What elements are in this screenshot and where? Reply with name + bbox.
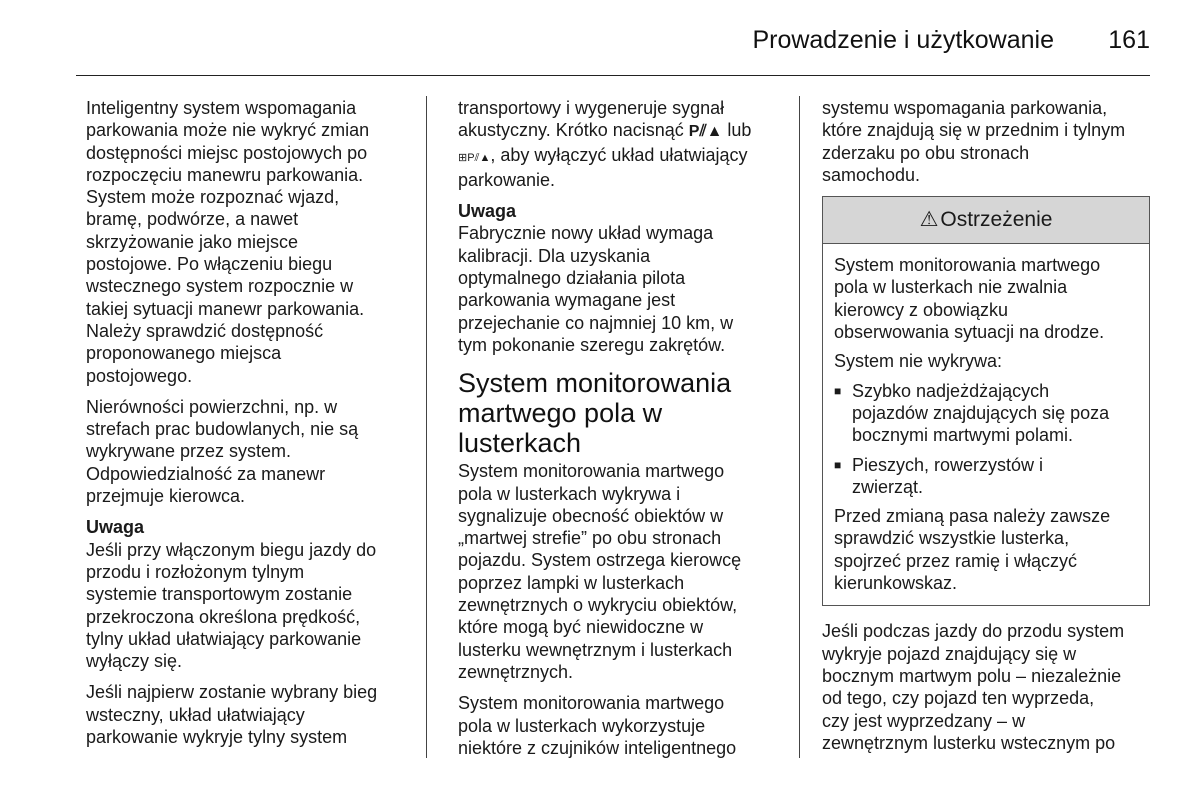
section-heading	[458, 368, 788, 458]
note	[458, 200, 788, 356]
text-line: postojowego.	[86, 365, 193, 386]
text-line: Inteligentny system wspomagania	[86, 98, 357, 118]
text-line: spojrzeć przez ramię i włączyć	[834, 550, 1078, 571]
text-line: sygnalizuje obecność obiektów w	[458, 505, 724, 526]
text-line	[458, 119, 788, 143]
list-item	[834, 454, 1139, 499]
warning-box	[822, 196, 1150, 606]
text-line: rozpoczęciu manewru parkowania.	[86, 164, 364, 185]
text-line: zderzaku po obu stronach	[822, 142, 1030, 163]
paragraph	[822, 620, 1150, 754]
text-line: wstecznego system rozpocznie w	[86, 276, 354, 297]
text-line: lusterku wewnętrznym i lusterkach	[458, 639, 733, 660]
text-line: czy jest wyprzedzany – w	[822, 710, 1026, 731]
list-item-text	[852, 454, 1043, 499]
text-line: zewnętrznych o wykryciu obiektów,	[458, 595, 738, 616]
list-item	[834, 380, 1139, 447]
text-line: Nierówności powierzchni, np. w	[86, 396, 338, 417]
text-line: przekroczona określona prędkość,	[86, 606, 361, 627]
paragraph	[834, 254, 1139, 343]
text-line: wykryje pojazd znajdujący się w	[822, 643, 1077, 664]
text-fragment: lub	[722, 120, 752, 141]
text-line: bocznymi martwymi polami.	[852, 425, 1074, 446]
paragraph	[86, 396, 416, 507]
text-line: Odpowiedzialność za manewr	[86, 463, 326, 484]
park-assist-alt-button-icon: ⊞P⫽▲	[458, 151, 491, 164]
text-line: parkowania wymagane jest	[458, 290, 676, 311]
page-number: 161	[1108, 26, 1150, 54]
bullet-square-icon: ■	[834, 457, 842, 472]
column-divider	[799, 96, 800, 758]
text-line: System może rozpoznać wjazd,	[86, 187, 340, 208]
text-line: transportowy i wygeneruje sygnał	[458, 98, 725, 118]
paragraph	[822, 97, 1150, 186]
paragraph	[86, 681, 416, 748]
text-line: Jeśli najpierw zostanie wybrany bieg	[86, 682, 378, 703]
text-line: systemie transportowym zostanie	[86, 584, 353, 605]
text-line: wykrywane przez system.	[86, 441, 292, 462]
paragraph	[458, 460, 788, 683]
text-line: bocznym martwym polu – niezależnie	[822, 665, 1122, 686]
text-line: tylny układ ułatwiający parkowanie	[86, 628, 362, 649]
text-line: postojowe. Po włączeniu biegu	[86, 254, 333, 275]
text-line: sprawdzić wszystkie lusterka,	[834, 528, 1070, 549]
text-line: Należy sprawdzić dostępność	[86, 320, 324, 341]
bullet-square-icon: ■	[834, 383, 842, 398]
note-heading: Uwaga	[86, 517, 145, 538]
header-rule	[76, 75, 1150, 76]
list-item-text	[852, 380, 1109, 447]
text-line: pojazdu. System ostrzega kierowcę	[458, 550, 742, 571]
text-line: System monitorowania martwego	[458, 693, 725, 714]
column-2	[458, 97, 788, 768]
warning-title: Ostrzeżenie	[940, 208, 1053, 232]
text-line: systemu wspomagania parkowania,	[822, 98, 1108, 118]
text-line: kierowcy z obowiązku	[834, 299, 1009, 320]
text-line: Fabrycznie nowy układ wymaga	[458, 223, 714, 244]
text-line: Jeśli przy włączonym biegu jazdy do	[86, 539, 377, 560]
paragraph	[834, 350, 1139, 372]
text-line: przejmuje kierowca.	[86, 486, 246, 507]
paragraph	[86, 97, 416, 387]
warning-triangle-icon: ⚠	[919, 208, 939, 232]
text-line: tym pokonanie szeregu zakrętów.	[458, 334, 726, 355]
heading-line: System monitorowania	[458, 368, 732, 399]
note	[86, 516, 416, 672]
text-line: zewnętrznym lusterku wstecznym po	[822, 732, 1116, 753]
text-line: System monitorowania martwego	[834, 255, 1101, 276]
text-line	[458, 144, 788, 169]
text-line: które znajdują się w przednim i tylnym	[822, 120, 1126, 141]
text-line: dostępności miejsc postojowych po	[86, 142, 368, 163]
text-line: pola w lusterkach nie zwalnia	[834, 277, 1068, 298]
text-line: optymalnego działania pilota	[458, 268, 686, 289]
text-line: System monitorowania martwego	[458, 461, 725, 482]
text-line: pola w lusterkach wykrywa i	[458, 483, 681, 504]
text-fragment: akustyczny. Krótko nacisnąć	[458, 120, 689, 141]
text-line: przodu i rozłożonym tylnym	[86, 561, 305, 582]
text-line: strefach prac budowlanych, nie są	[86, 419, 359, 440]
warning-header	[823, 197, 1149, 244]
text-line: kalibracji. Dla uzyskania	[458, 245, 651, 266]
paragraph	[458, 692, 788, 759]
warning-body	[823, 244, 1149, 605]
running-header-title: Prowadzenie i użytkowanie	[752, 26, 1054, 54]
text-line: pola w lusterkach wykorzystuje	[458, 715, 706, 736]
text-line: bramę, podwórze, a nawet	[86, 209, 299, 230]
text-line: zwierząt.	[852, 476, 924, 497]
text-line: takiej sytuacji manewr parkowania.	[86, 298, 365, 319]
text-line: zewnętrznych.	[458, 661, 574, 682]
text-line: parkowania może nie wykryć zmian	[86, 120, 370, 141]
text-line: parkowanie wykryje tylny system	[86, 727, 348, 748]
column-1	[86, 97, 416, 757]
text-line: System nie wykrywa:	[834, 351, 1003, 372]
heading-line: lusterkach	[458, 428, 582, 459]
text-line: od tego, czy pojazd ten wyprzeda,	[822, 688, 1095, 709]
text-line: Przed zmianą pasa należy zawsze	[834, 506, 1111, 527]
text-line: „martwej strefie” po obu stronach	[458, 528, 722, 549]
text-line: które mogą być niewidoczne w	[458, 617, 704, 638]
text-line: poprzez lampki w lusterkach	[458, 572, 685, 593]
text-line: niektóre z czujników inteligentnego	[458, 737, 737, 758]
text-line: proponowanego miejsca	[86, 343, 282, 364]
text-line: parkowanie.	[458, 169, 556, 190]
text-line: wsteczny, układ ułatwiający	[86, 704, 305, 725]
text-line: Jeśli podczas jazdy do przodu system	[822, 621, 1125, 642]
text-fragment: , aby wyłączyć układ ułatwiający	[490, 144, 748, 165]
text-line: Szybko nadjeżdżających	[852, 380, 1050, 401]
note-heading: Uwaga	[458, 201, 517, 222]
text-line: przejechanie co najmniej 10 km, w	[458, 312, 734, 333]
heading-line: martwego pola w	[458, 398, 663, 429]
text-line: pojazdów znajdujących się poza	[852, 402, 1110, 423]
text-line: skrzyżowanie jako miejsce	[86, 231, 299, 252]
text-line: Pieszych, rowerzystów i	[852, 454, 1044, 475]
text-line: wyłączy się.	[86, 651, 183, 672]
column-divider	[426, 96, 427, 758]
text-line: samochodu.	[822, 164, 921, 185]
text-line: obserwowania sytuacji na drodze.	[834, 322, 1105, 343]
column-3	[822, 97, 1150, 763]
text-line: kierunkowskaz.	[834, 573, 958, 594]
paragraph	[458, 97, 788, 191]
park-assist-button-icon: P⫽▲	[688, 123, 723, 141]
paragraph	[834, 505, 1139, 594]
